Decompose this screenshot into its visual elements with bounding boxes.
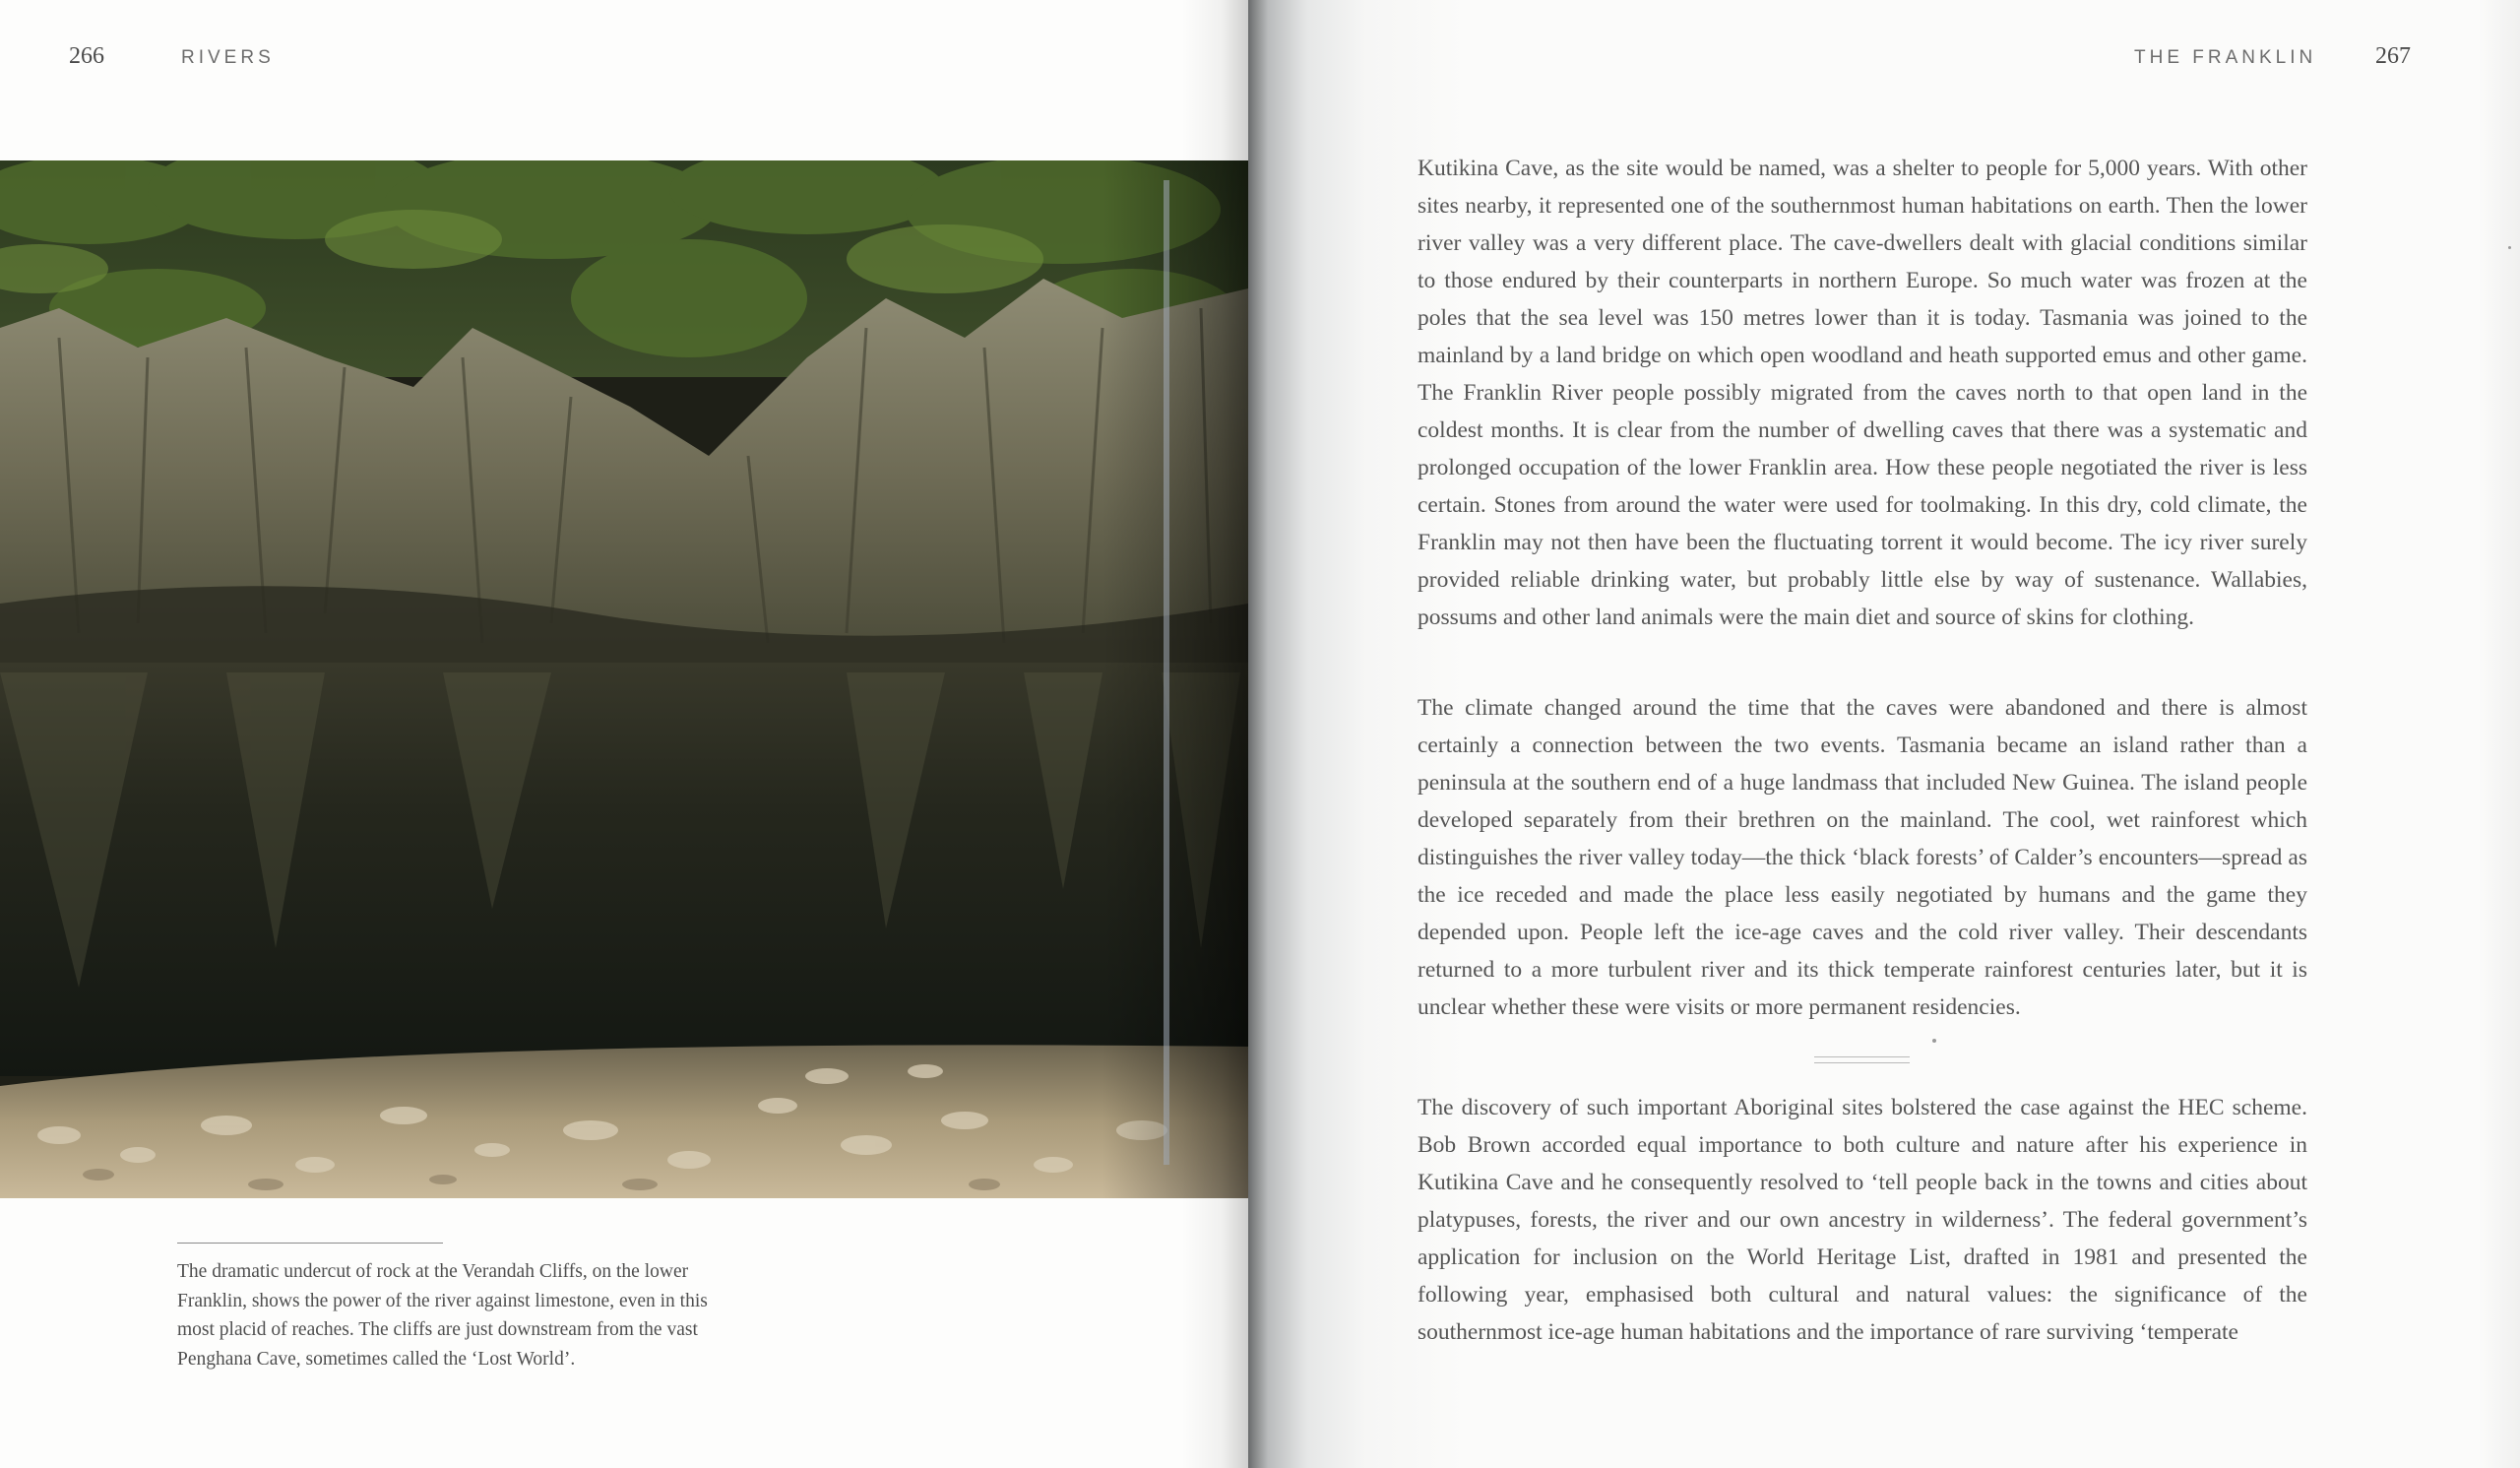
body-paragraph: Kutikina Cave, as the site would be named, was a shelter to people for 5,000 years. With other sites nearby, it represented one of the southernmost human habitations on earth. Then the lower river valley was a very different place. The cave-dwellers dealt with glacial conditions similar to those endured by their counterparts in northern Europe. So much water was frozen at the poles that the sea level was 150 metres lower than it is today. Tasmania was joined to the mainland by a land bridge on which open woodland and heath supported emus and other game. The Franklin River people possibly migrated from the caves north to that open land in the coldest months. It is clear from the number of dwelling caves that there was a systematic and prolonged occupation of the lower Franklin area. How these people negotiated the river is less certain. Stones from around the water were used for toolmaking. In this dry, cold climate, the Franklin may not then have been the fluctuating torrent it would become. The icy river surely provided reliable drinking water, but probably little else by way of sustenance. Wallabies, possums and other land animals were the main diet and source of skins for clothing. (1418, 156, 2307, 630)
section-break-rule (1814, 1056, 1910, 1063)
scan-speck (1932, 1039, 1936, 1043)
body-paragraph: The discovery of such important Aboriginal sites bolstered the case against the HEC scheme. Bob Brown accorded equal importance to both culture and nature after his experience in Kutikina Cave and he consequently resolved to ‘tell people back in the towns and cities about platypuses, forests, the river and our own ancestry in wilderness’. The federal government’s application for inclusion on the World Heritage List, drafted in 1981 and presented the following year, emphasised both cultural and natural values: the significance of the southernmost ice-age human habitations and the importance of rare surviving ‘temperate (1418, 1095, 2307, 1345)
caption-rule (177, 1243, 443, 1244)
right-page-number: 267 (2375, 43, 2411, 69)
cliff-reflection-photo (0, 160, 1248, 1198)
right-running-head: THE FRANKLIN (2134, 47, 2317, 68)
body-paragraph: The climate changed around the time that the caves were abandoned and there is almost certainly a connection between the two events. Tasmania became an island rather than a peninsula at the southern end of a huge landmass that included New Guinea. The island people developed separately from their brethren on the mainland. The cool, wet rainforest which distinguishes the river valley today—the thick ‘black forests’ of Calder’s encounters—spread as the ice receded and made the place less easily negotiated by humans and the game they depended upon. People left the ice-age caves and the cold river valley. Their descendants returned to a more turbulent river and its thick temperate rainforest centuries later, but it is unclear whether these were visits or more permanent residencies. (1418, 695, 2307, 1020)
photo-caption: The dramatic undercut of rock at the Verandah Cliffs, on the lower Franklin, shows the power of the river against limestone, even in this most placid of reaches. The cliffs are just downstream from the vast Penghana Cave, sometimes called the ‘Lost World’. (177, 1261, 708, 1370)
left-page-number: 266 (69, 43, 104, 69)
left-running-head: RIVERS (181, 47, 275, 68)
scan-speck (2508, 246, 2511, 249)
left-page (0, 0, 1248, 1468)
